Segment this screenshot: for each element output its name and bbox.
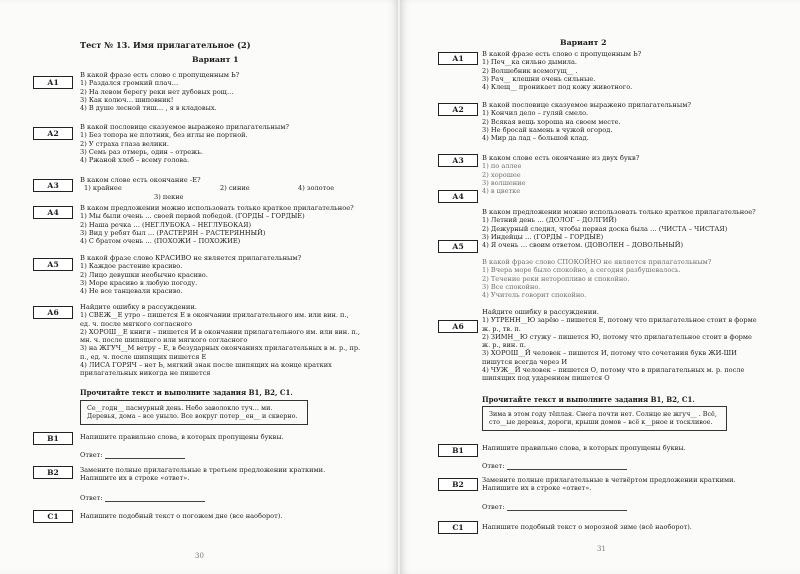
tag-c1-v2: С1: [438, 521, 478, 534]
tag-a6-v2: А6: [438, 320, 478, 333]
tag-b1-v2: В1: [438, 444, 478, 457]
question-a2-text: В какой пословице сказуемое выражено прилагательным?: [80, 123, 289, 131]
a3-option-3: 3) пекне: [154, 193, 184, 202]
v2-a4-option-1: 1) Летний день … (ДОЛОГ – ДОЛГИЙ): [482, 216, 617, 225]
v2-a5-option-2: 2) Течение реки неторопливо и спокойно.: [482, 274, 630, 283]
left-page: [0, 0, 398, 574]
v2-b2-answer-field[interactable]: [507, 505, 627, 511]
v2-b2-question-line-1: Замените полные прилагательные в четвёртом предложении краткими.: [482, 476, 736, 484]
a2-option-2: 2) У страха глаза велики.: [80, 139, 169, 148]
tag-a1: А1: [33, 76, 73, 89]
a5-option-2: 2) Лицо девушки необычно красиво.: [80, 270, 208, 279]
question-a2-v2-text: В какой пословице сказуемое выражено прилагательным?: [482, 101, 691, 109]
a2-option-3: 3) Семь раз отмерь, один – отрежь.: [80, 147, 203, 156]
question-a2: [80, 123, 289, 164]
v2-a3-option-3: 3) волшение: [482, 178, 526, 187]
v2-a3-option-2: 2) хорошее: [482, 170, 521, 179]
a4-option-3: 3) Вид у ребят был … (РАСТЕРЯН – РАСТЕРЯННЫЙ): [80, 228, 266, 237]
question-a6-v2: [482, 308, 757, 383]
v2-a6-option-4-cont: шипящих под ударением пишется О: [482, 374, 610, 383]
question-a4-v2-text: В каком предложении можно использовать только краткое прилагательное?: [482, 208, 756, 216]
v2-b2-question: [482, 476, 736, 493]
a6-option-1: 1) СВЕЖ__Е утро – пишется Е в окончании прилагательного им. или вин. п.,: [80, 311, 349, 320]
question-a3: [80, 176, 340, 202]
tag-b2: В2: [33, 466, 73, 479]
v2-b1-answer: [482, 462, 627, 470]
variant-2-title: Вариант 2: [560, 38, 607, 47]
right-page: [400, 0, 800, 574]
page-number: 30: [195, 552, 204, 560]
tag-a4-v2: А4: [438, 190, 478, 203]
a2-option-1: 1) Без топора не плотник, без иглы не портной.: [80, 131, 248, 140]
v2-a6-option-1: 1) УТРЕНН__Ю зарёю – пишется Е, потому что прилагательное стоит в форме: [482, 316, 757, 325]
a2-option-4: 4) Ржаной хлеб – всему голова.: [80, 156, 190, 165]
a3-option-1: 1) крайнее: [84, 184, 122, 193]
b1-question: Напишите правильно слова, в которых пропущены буквы.: [80, 433, 284, 441]
a5-option-1: 1) Каждое растение красиво.: [80, 262, 183, 271]
b2-question-line-2: Напишите их в строке «ответ».: [80, 474, 190, 483]
tag-c1: С1: [33, 510, 73, 523]
tag-a2-v2: А2: [438, 103, 478, 116]
v2-a5-option-1: 1) Вчера море было спокойно, а сегодня разбушевалось.: [482, 266, 681, 275]
b1-answer: [80, 451, 185, 459]
a5-option-3: 3) Море красиво в любую погоду.: [80, 278, 198, 287]
v2-a6-option-1-cont: ж. р., тв. п.: [482, 324, 521, 333]
question-a4-v2: [482, 208, 756, 249]
a6-option-2: 2) ХОРОШ__Е книги – пишется И в окончании прилагательного им. или вин. п.,: [80, 327, 360, 336]
tag-a3: А3: [33, 179, 73, 192]
text-box-v2: Зима в этом году тёплая. Снега почти нет. Солнце не жгуч__ . Всё, сто__ые деревья, дороги, крыши домов – всё к__рное и тоскливое.: [482, 406, 727, 431]
a5-option-4: 4) Не все танцевали красиво.: [80, 287, 183, 296]
task-title: Прочитайте текст и выполните задания В1, В2, С1.: [80, 388, 293, 397]
a4-option-2: 2) Наша речка … (НЕГЛУБОКА – НЕГЛУБОКАЯ): [80, 220, 252, 229]
a1-option-1: 1) Раздался громкий плач…: [80, 79, 179, 88]
a1-option-2: 2) На левом берегу реки нет дубовых рощ…: [80, 87, 234, 96]
v2-b1-answer-field[interactable]: [507, 464, 627, 470]
v2-a1-option-3: 3) Рач__ клешни очень сильные.: [482, 74, 596, 83]
tag-a4: А4: [33, 206, 73, 219]
c1-question: Напишите подобный текст о погожем дне (все наоборот).: [80, 512, 283, 520]
question-a6-v2-text: Найдите ошибку в рассуждении.: [482, 308, 599, 316]
b2-answer-label: Ответ:: [80, 494, 103, 502]
question-a6-text: Найдите ошибку в рассуждении.: [80, 303, 197, 311]
question-a2-v2: [482, 101, 691, 142]
v2-a5-option-3: 3) Все спокойно.: [482, 282, 541, 291]
question-a1: [80, 71, 239, 112]
tag-a5: А5: [33, 258, 73, 271]
b1-answer-field[interactable]: [105, 453, 185, 459]
v2-a4-option-2: 2) Дежурный следил, чтобы первая доска была … (ЧИСТА – ЧИСТАЯ): [482, 224, 728, 233]
v2-a6-option-3-cont: пишутся всегда через И: [482, 357, 568, 366]
b1-answer-label: Ответ:: [80, 451, 103, 459]
a6-option-3-cont: п., ед. ч. после шипящих пишется Е: [80, 352, 207, 361]
v2-a6-option-2: 2) ЗИМН__Ю стужу – пишется Ю, потому что прилагательное стоит в форме: [482, 332, 752, 341]
v2-a6-option-3: 3) ХОРОШ__Й человек – пишется И, потому что сочетания букв ЖИ-ШИ: [482, 349, 737, 358]
v2-a5-option-4: 4) Учитель говорит спокойно.: [482, 291, 587, 300]
v2-b2-answer: [482, 503, 627, 511]
a4-option-4: 4) С братом очень … (ПОХОЖИ – ПОХОЖИЕ): [80, 237, 241, 246]
question-a4: [80, 204, 354, 245]
question-a3-v2-text: В каком слове есть окончание из двух букв?: [482, 154, 640, 162]
question-a3-v2: [482, 154, 639, 195]
variant-1-title: Вариант 1: [192, 55, 239, 64]
v2-a6-option-4: 4) ЧУЖ__Й человек – пишется О, потому что в прилагательных м. р. после: [482, 366, 745, 375]
question-a1-text: В какой фразе есть слово с пропущенным Ь?: [80, 71, 240, 79]
task-title-v2: Прочитайте текст и выполните задания В1, В2, С1.: [482, 395, 695, 404]
v2-a6-option-2-cont: ж. р., вин. п.: [482, 341, 526, 350]
tag-a6: А6: [33, 306, 73, 319]
v2-a1-option-1: 1) Печ__ка сильно дымила.: [482, 58, 577, 67]
question-a1-v2: [482, 50, 641, 91]
question-a6: [80, 303, 360, 378]
tag-a2: А2: [33, 127, 73, 140]
tag-a1-v2: А1: [438, 52, 478, 65]
question-a5-v2-text: В какой фразе слово СПОКОЙНО не является прилагательным?: [482, 258, 712, 266]
v2-a1-option-2: 2) Волшебник всемогущ__ .: [482, 66, 578, 75]
a6-option-1-cont: ед. ч. после мягкого согласного: [80, 319, 193, 328]
a1-option-3: 3) Как колюч… шиповник!: [80, 95, 174, 104]
v2-a4-option-3: 3) Индейцы … (ГОРДЫ – ГОРДЫЕ): [482, 232, 604, 241]
a3-option-4: 4) золотое: [298, 184, 335, 193]
text-box: Се__годн__ пасмурный день. Небо заволокло туч… ми. Деревья, дома – все уныло. Все вокруг потер__ен__ и скверно.: [80, 400, 308, 425]
a6-option-4-cont: прилагательных никогда не пишется: [80, 369, 211, 378]
question-a5: [80, 254, 301, 295]
b2-answer: [80, 494, 205, 502]
a6-option-3: 3) на ЖГУЧ__М ветру – Е, в безударных окончаниях прилагательных в м. р., пр.: [80, 344, 361, 353]
b2-question-line-1: Замените полные прилагательные в третьем предложении краткими.: [80, 466, 326, 474]
a6-option-2-cont: мн. ч. после шипящего или мягкого согласного: [80, 336, 248, 345]
question-a5-text: В какой фразе слово КРАСИВО не является прилагательным?: [80, 254, 302, 262]
tag-b2-v2: В2: [438, 478, 478, 491]
v2-b2-answer-label: Ответ:: [482, 503, 505, 511]
b2-answer-field[interactable]: [105, 496, 205, 502]
v2-b2-question-line-2: Напишите их в строке «ответ».: [482, 484, 592, 493]
tag-b1: В1: [33, 432, 73, 445]
v2-a2-option-4: 4) Мир да лад – большой клад.: [482, 134, 589, 143]
a1-option-4: 4) В душе лесной тиш… , я в кладовых.: [80, 104, 217, 113]
b2-question: [80, 466, 325, 483]
a6-option-4: 4) ЛИСА ГОРЯЧ – нет Ь, мягкий знак после шипящих на конце кратких: [80, 361, 332, 370]
v2-a2-option-1: 1) Кончил дело – гуляй смело.: [482, 109, 589, 118]
v2-b1-answer-label: Ответ:: [482, 462, 505, 470]
question-a4-text: В каком предложении можно использовать только краткое прилагательное?: [80, 204, 354, 212]
v2-b1-question: Напишите правильно слова, в которых пропущены буквы.: [482, 444, 686, 452]
a4-option-1: 1) Мы были очень … своей первой победой. (ГОРДЫ – ГОРДЫЕ): [80, 212, 305, 221]
v2-a2-option-3: 3) Не бросай камень в чужой огород.: [482, 125, 613, 134]
v2-a4-option-4: 4) Я очень … своим ответом. (ДОВОЛЕН – ДОВОЛЬНЫЙ): [482, 241, 684, 250]
question-a5-v2: [482, 258, 711, 299]
v2-a3-option-4: 4) в цветке: [482, 187, 521, 196]
a3-option-2: 2) синие: [220, 184, 250, 193]
v2-a1-option-4: 4) Клещ__ проникает под кожу животного.: [482, 83, 633, 92]
v2-c1-question: Напишите подобный текст о морозной зиме (всё наоборот).: [482, 523, 692, 531]
tag-a5-v2: А5: [438, 240, 478, 253]
v2-a3-option-1: 1) по аллее: [482, 162, 522, 171]
tag-a3-v2: А3: [438, 154, 478, 167]
v2-a2-option-2: 2) Всякая вещь хороша на своем месте.: [482, 117, 621, 126]
test-title: Тест № 13. Имя прилагательное (2): [80, 40, 251, 50]
question-a1-v2-text: В какой фразе есть слово с пропущенным Ь?: [482, 50, 642, 58]
page-number-right: 31: [597, 545, 606, 553]
question-a3-text: В каком слове есть окончание -Е?: [80, 176, 201, 184]
